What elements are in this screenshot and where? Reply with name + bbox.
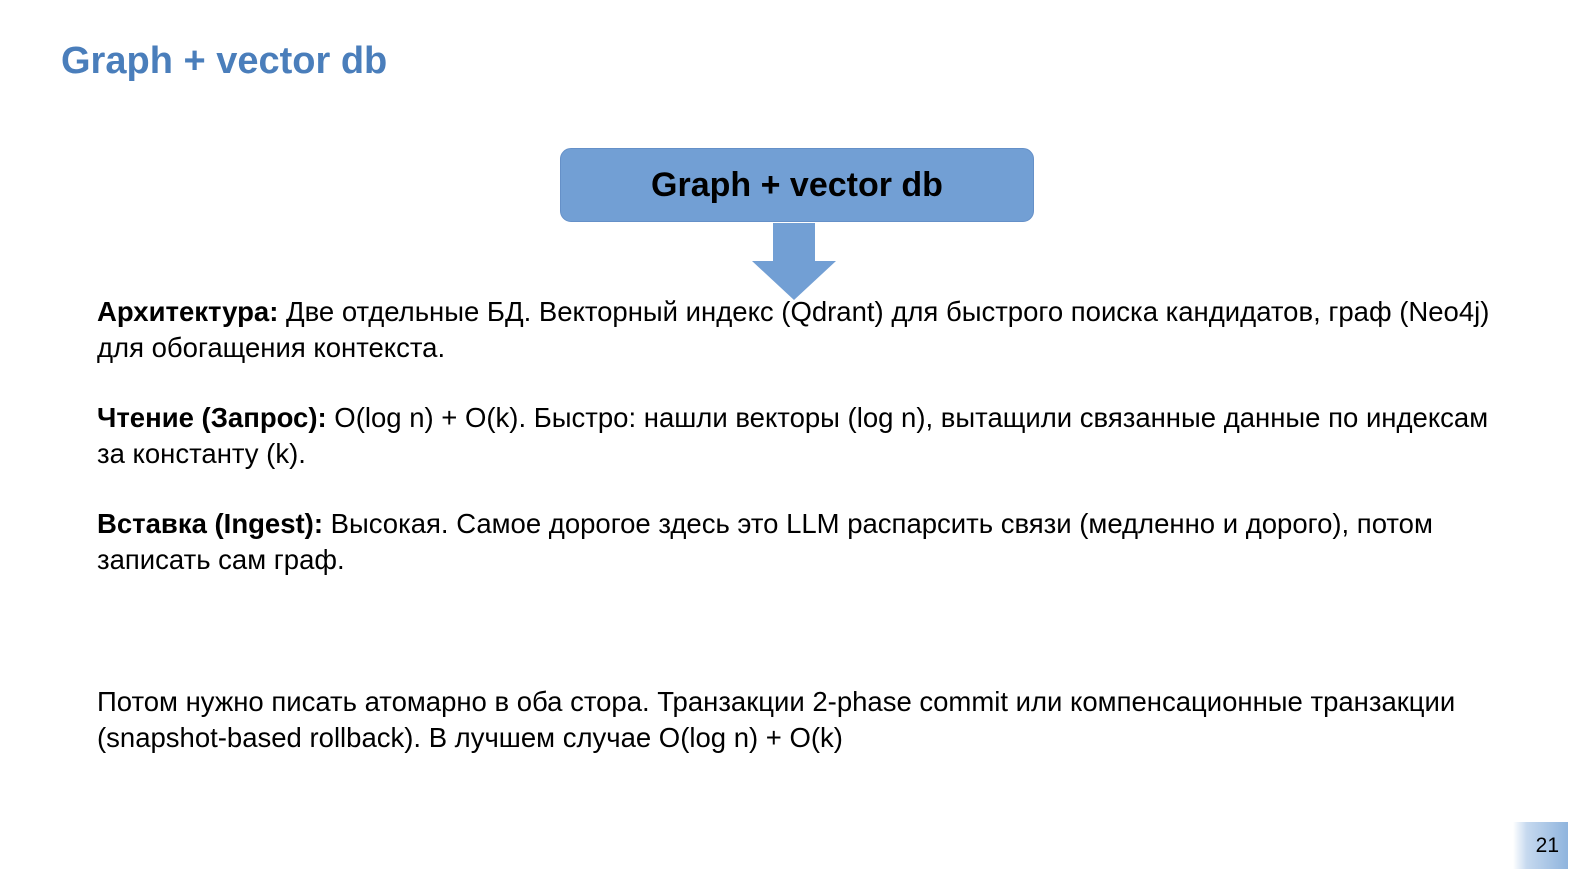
page-number-box — [1513, 822, 1568, 869]
arrow-shape — [752, 223, 836, 300]
diagram-box — [560, 148, 1034, 222]
ingest-text: Высокая. Самое дорогое здесь это LLM распарсить связи (медленно и дорого), потом записать сам граф. — [97, 508, 1433, 575]
slide-content — [97, 294, 1507, 756]
read-text: O(log n) + O(k). Быстро: нашли векторы (log n), вытащили связанные данные по индексам за константу (k). — [97, 402, 1489, 469]
read-paragraph — [97, 400, 1507, 472]
slide-title: Graph + vector db — [61, 40, 388, 82]
page-number: 21 — [1535, 833, 1559, 857]
ingest-paragraph — [97, 506, 1507, 578]
architecture-paragraph — [97, 294, 1507, 366]
read-label: Чтение (Запрос): — [97, 402, 327, 433]
diagram-box-label: Graph + vector db — [651, 165, 943, 204]
note-paragraph: Потом нужно писать атомарно в оба стора. Транзакции 2-phase commit или компенсационные транзакции (snapshot-based rollback). В лучшем случае O(log n) + O(k) — [97, 686, 1456, 753]
architecture-text: Две отдельные БД. Векторный индекс (Qdrant) для быстрого поиска кандидатов, граф (Neo4j) для обогащения контекста. — [97, 296, 1490, 363]
arrow-down-icon — [752, 223, 836, 300]
ingest-label: Вставка (Ingest): — [97, 508, 323, 539]
architecture-label: Архитектура: — [97, 296, 279, 327]
